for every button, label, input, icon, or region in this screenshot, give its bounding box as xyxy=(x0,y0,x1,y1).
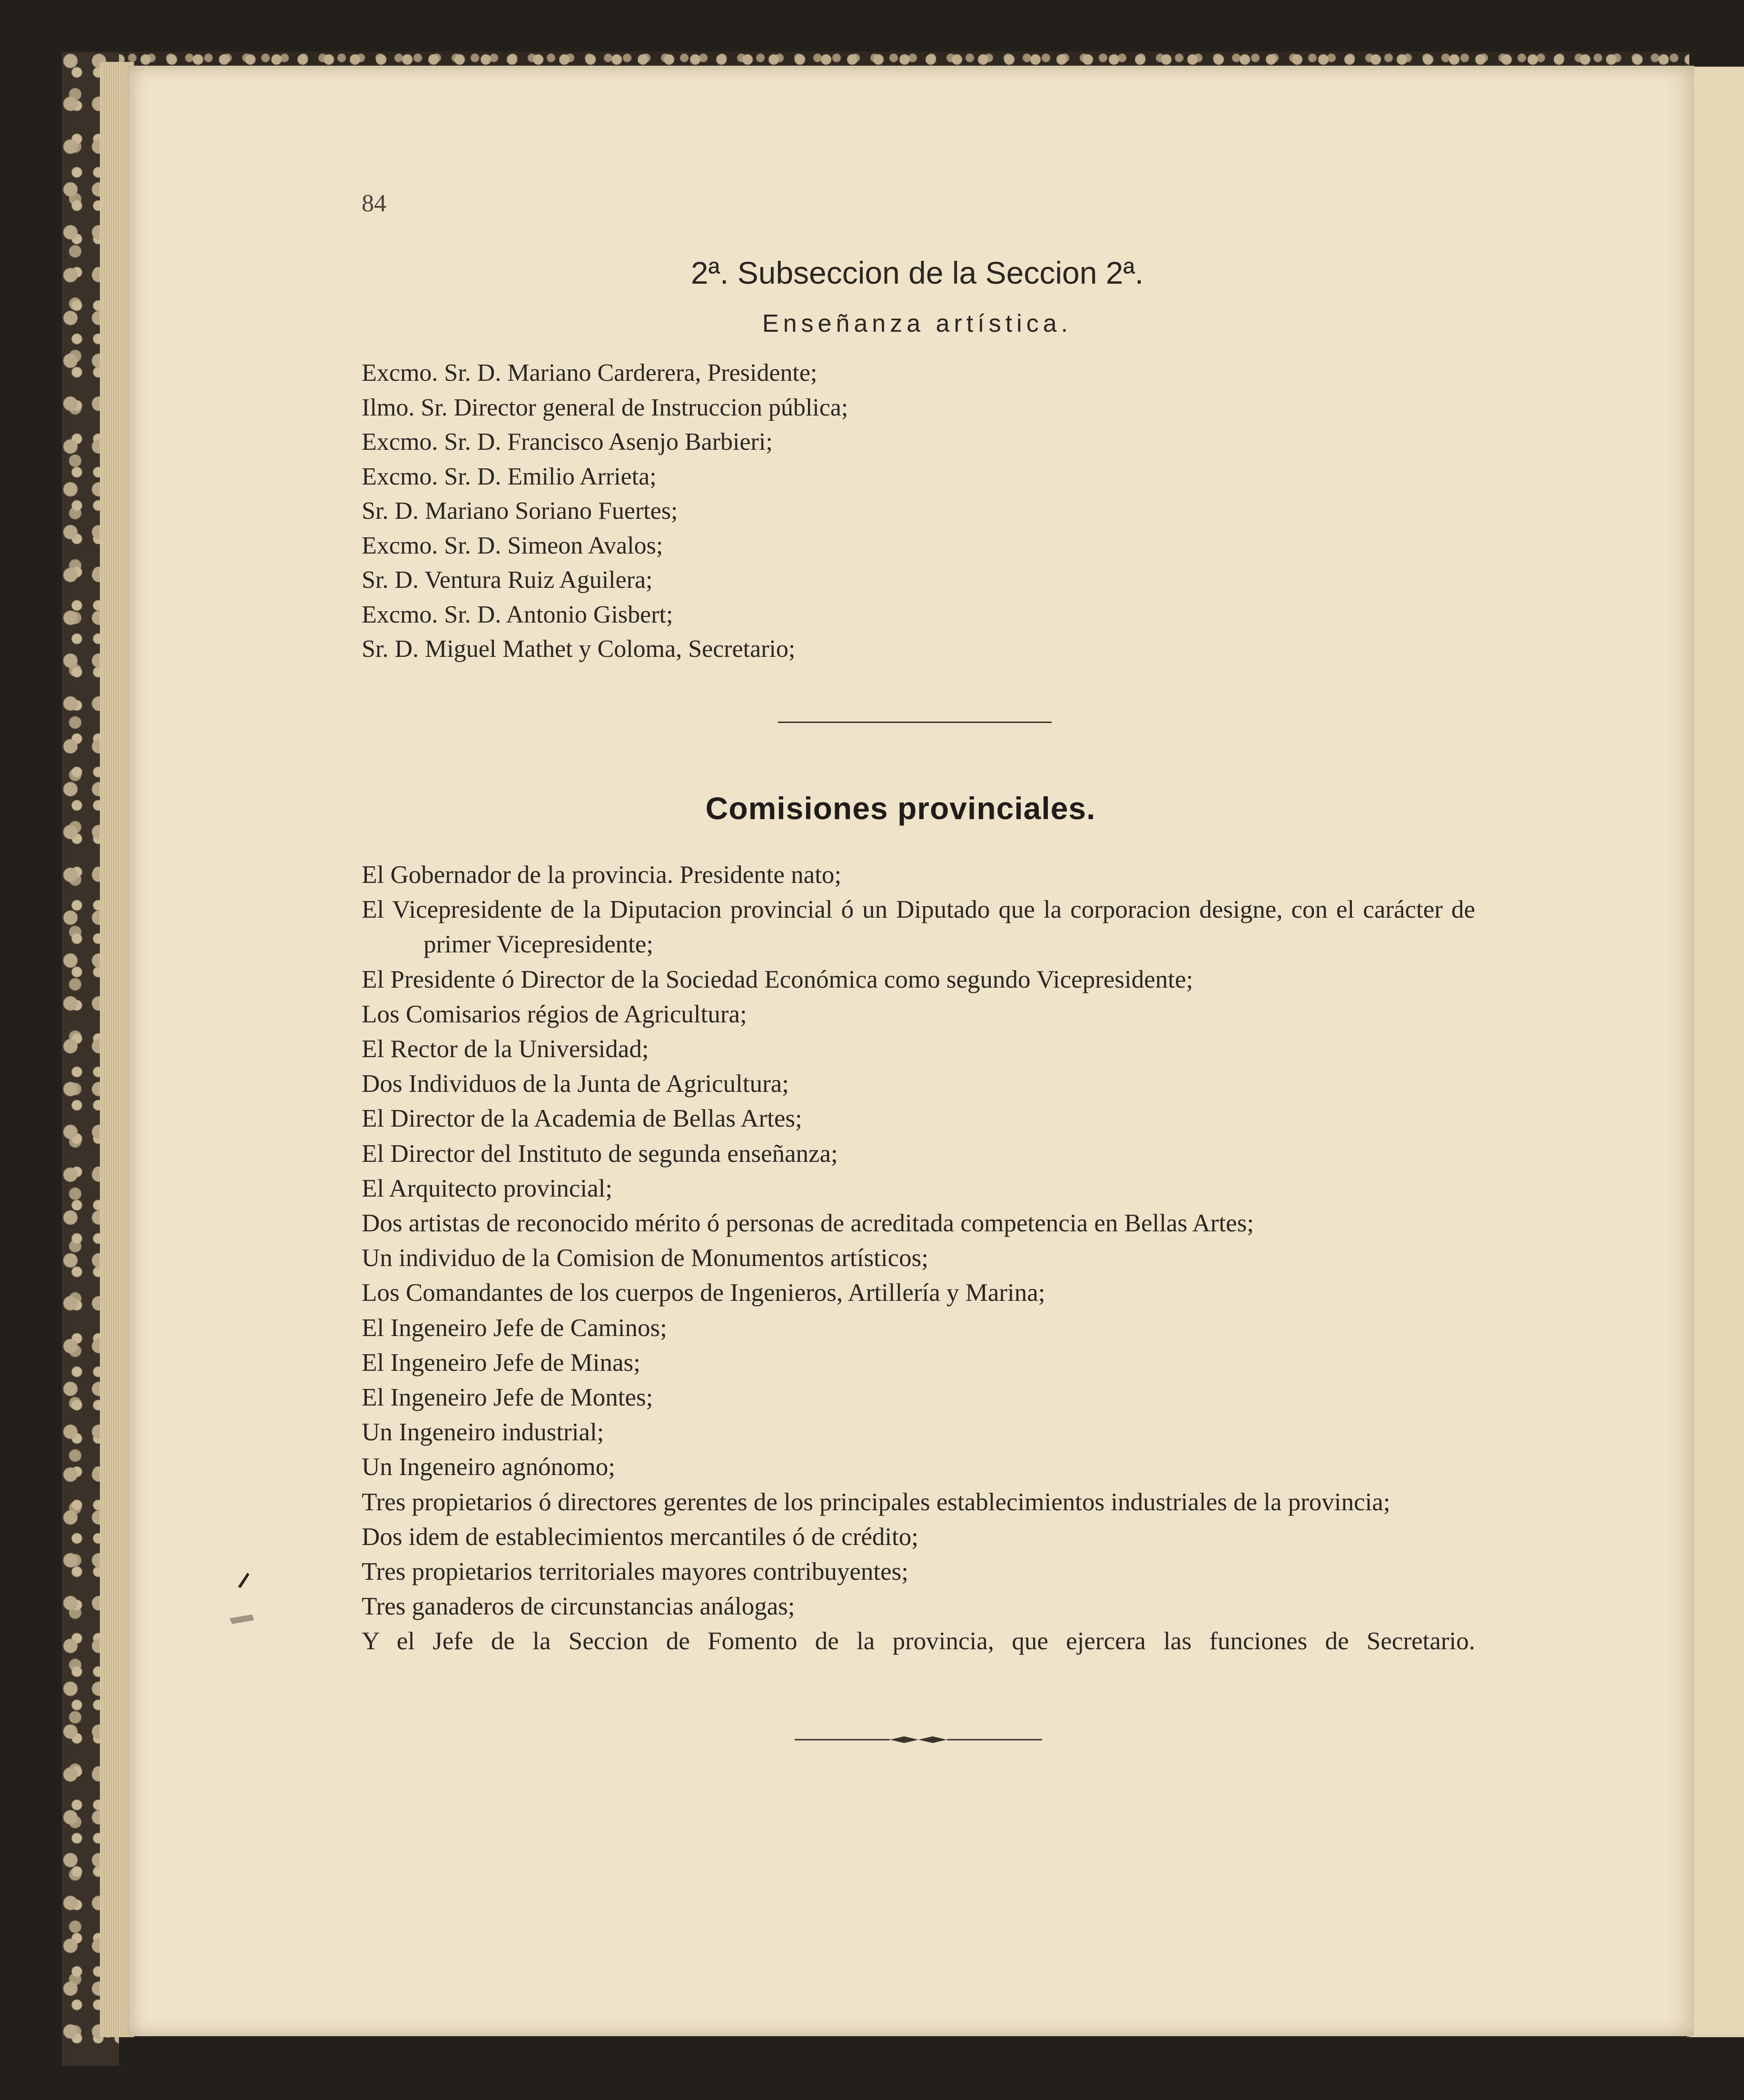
list-item: El Ingeneiro Jefe de Montes; xyxy=(362,1384,653,1412)
list-item: Un Ingeneiro industrial; xyxy=(362,1418,604,1446)
list-item: Tres ganaderos de circunstancias análogas; xyxy=(362,1593,795,1621)
ink-mark xyxy=(228,1571,257,1628)
list-item: Un Ingeneiro agnónomo; xyxy=(362,1453,615,1481)
list-item: El Ingeneiro Jefe de Minas; xyxy=(362,1348,640,1377)
facing-page-edge xyxy=(1687,67,1744,2037)
list-item: Excmo. Sr. D. Antonio Gisbert; xyxy=(362,601,673,628)
list-item: El Director del Instituto de segunda enseñanza; xyxy=(362,1139,838,1168)
subsection-subtitle: Enseñanza artística. xyxy=(762,310,1073,337)
closing-ornament xyxy=(795,1733,1042,1747)
list-item: Excmo. Sr. D. Mariano Carderera, Presidente; xyxy=(362,359,818,386)
list-item: Excmo. Sr. D. Francisco Asenjo Barbieri; xyxy=(362,428,773,456)
list-item: Tres propietarios ó directores gerentes de los principales establecimientos industriales de la provincia; xyxy=(362,1488,1390,1516)
page-number: 84 xyxy=(362,190,386,217)
subsection-heading: 2ª. Subseccion de la Seccion 2ª. xyxy=(690,255,1144,290)
list-item: Dos Individuos de la Junta de Agricultura; xyxy=(362,1070,789,1098)
book-cover-top-edge xyxy=(62,51,1689,68)
list-item: Sr. D. Miguel Mathet y Coloma, Secretario; xyxy=(362,635,796,663)
committee-list xyxy=(362,858,1475,1659)
list-item: El Ingeneiro Jefe de Caminos; xyxy=(362,1314,667,1342)
list-item: Dos idem de establecimientos mercantiles ó de crédito; xyxy=(362,1523,919,1551)
list-item: El Gobernador de la provincia. Presidente nato; xyxy=(362,861,842,889)
list-item: Los Comisarios régios de Agricultura; xyxy=(362,1000,747,1028)
list-item: Excmo. Sr. D. Simeon Avalos; xyxy=(362,532,663,559)
list-item: Y el Jefe de la Seccion de Fomento de la provincia, que ejercera las funciones de Secretario. xyxy=(362,1627,1475,1655)
list-item: Dos artistas de reconocido mérito ó personas de acreditada competencia en Bellas Artes; xyxy=(362,1209,1254,1238)
section-divider xyxy=(778,722,1052,723)
comisiones-heading: Comisiones provinciales. xyxy=(705,791,1096,826)
list-item: El Arquitecto provincial; xyxy=(362,1174,612,1202)
list-item: Un individuo de la Comision de Monumentos artísticos; xyxy=(362,1244,928,1272)
list-item: Excmo. Sr. D. Emilio Arrieta; xyxy=(362,463,657,490)
list-item: Sr. D. Ventura Ruiz Aguilera; xyxy=(362,566,653,594)
list-item: Sr. D. Mariano Soriano Fuertes; xyxy=(362,497,678,525)
list-item: Tres propietarios territoriales mayores contribuyentes; xyxy=(362,1558,909,1586)
list-item: El Presidente ó Director de la Sociedad Económica como segundo Vicepresidente; xyxy=(362,965,1193,993)
list-item: Ilmo. Sr. Director general de Instruccion pública; xyxy=(362,394,848,421)
list-item: El Rector de la Universidad; xyxy=(362,1035,649,1063)
list-item: Los Comandantes de los cuerpos de Ingenieros, Artillería y Marina; xyxy=(362,1279,1045,1307)
list-item: El Director de la Academia de Bellas Artes; xyxy=(362,1105,802,1133)
list-item: El Vicepresidente de la Diputacion provincial ó un Diputado que la corporacion designe, con el carácter de primer Vicepresidente; xyxy=(362,896,1475,959)
member-list xyxy=(362,356,848,667)
